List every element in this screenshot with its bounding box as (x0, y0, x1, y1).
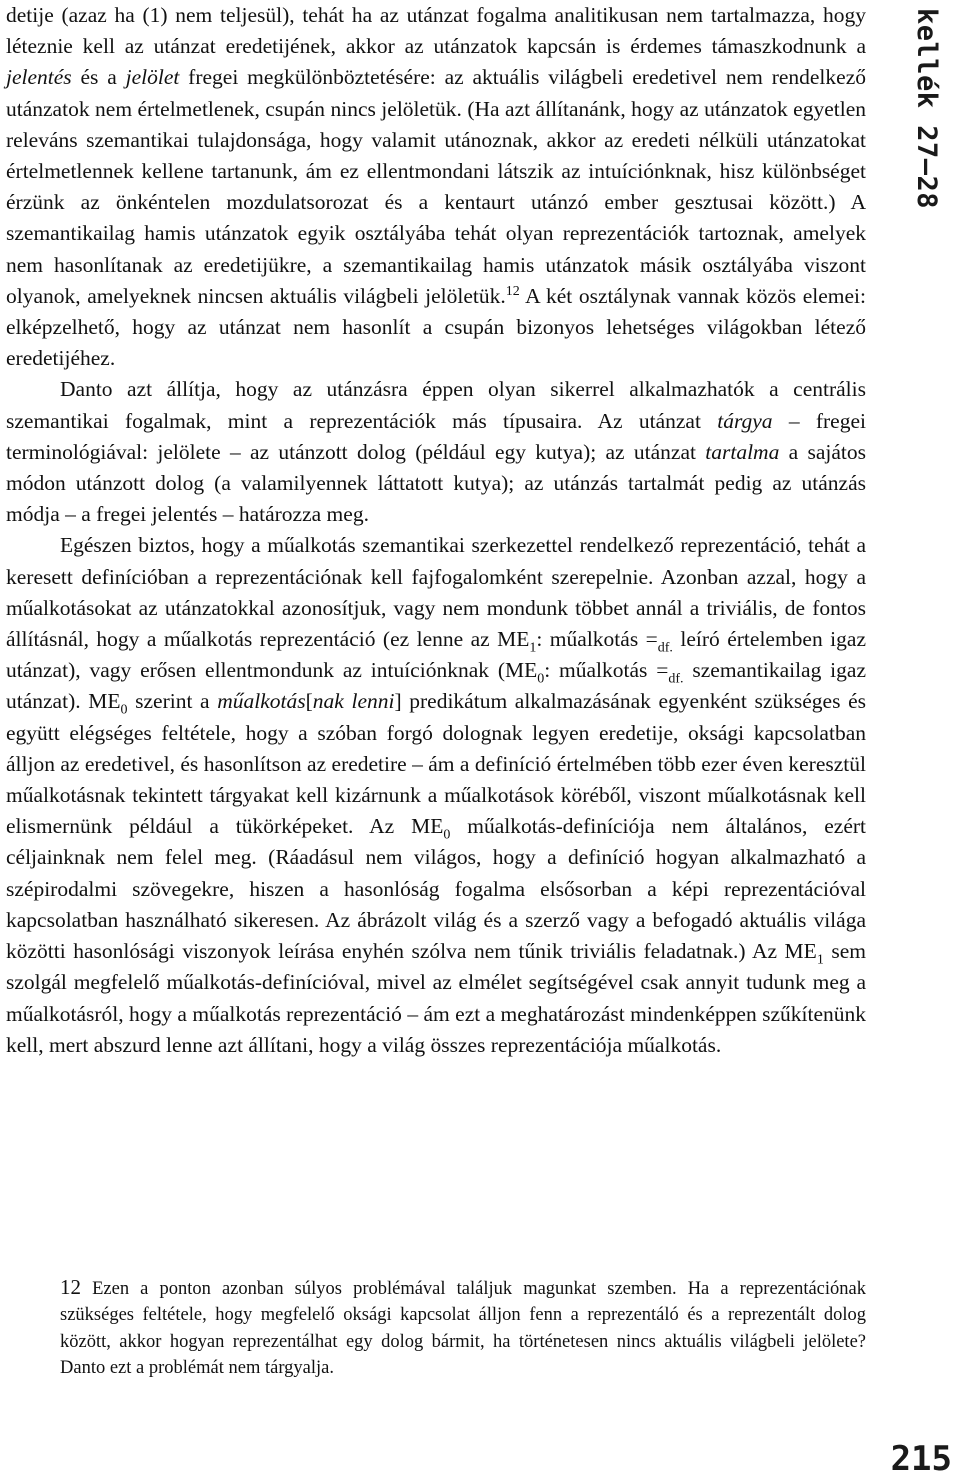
paragraph-1: detije (azaz ha (1) nem teljesül), tehát ha az utánzat fogalma analitikusan nem tartalmazza, hogy léteznie kell az utánzat eredetijének, akkor az utánzatok kapcsán is érdemes támaszkodnunk a jelentés és a jelölet fregei megkülönböztetésére: az aktuális világbeli eredetivel nem rendelkező utánzatok nem értelmetlenek, csupán nincs jelöletük. (Ha azt állítanánk, hogy az utánzatok egyetlen releváns szemantikai tulajdonsága, hogy valamit utánoznak, akkor az eredeti nélküli utánzatokat értelmetlennek kellene tartanunk, ám ez ellentmondani látszik az intuíciónknak, hisz különbséget érzünk az önkéntelen mozdulatsorozat és a kentaurt utánzó ember gesztusai között.) A szemantikailag hamis utánzatok egyik osztályába tehát olyan reprezentációk tartoznak, amelyek nem hasonlítanak az eredetijükre, a szemantikailag hamis utánzatok másik osztályába viszont olyanok, amelyeknek nincsen aktuális világbeli jelöletük.$^{12}$ A két osztálynak vannak közös elemei: elképzelhető, hogy az utánzat nem hasonlít a csupán bizonyos lehetséges világokban létező eredetijéhez. (6, 3, 866, 371)
page-number: 215 (890, 1439, 952, 1479)
footnote-text: Ezen a ponton azonban súlyos problémával találjuk magunkat szemben. Ha a reprezentációnak szükséges feltétele, hogy megfelelő oksági kapcsolat álljon fenn a reprezentáló és a reprezentált dolog között, akkor hogyan reprezentálhat egy dolog bármit, ha történetesen nincs aktuális világbeli jelölete? Danto ezt a problémát nem tárgyalja. (60, 1279, 866, 1379)
main-text (6, 0, 866, 1061)
term-mualkotas: műalkotás (217, 689, 306, 714)
paragraph-2: Danto azt állítja, hogy az utánzásra éppen olyan sikerrel alkalmazhatók a centrális szemantikai fogalmak, mint a reprezentációk más típusaira. Az utánzat tárgya – fregei terminológiával: jelölete – az utánzott dolog (például egy kutya); az utánzat tartalma a sajátos módon utánzott dolog (a valamilyennek láttatott kutya); az utánzás tartalmát pedig az utánzás módja – a fregei jelentés – határozza meg. (6, 377, 866, 527)
footnote-mark: 12 (60, 1275, 81, 1299)
paragraph-3: Egészen biztos, hogy a műalkotás szemantikai szerkezettel rendelkező reprezentáció, tehát a keresett definícióban a reprezentációnak kell fajfogalomként szerepelnie. Azonban azzal, hogy a műalkotásokat az utánzatokkal azonosítjuk, vagy nem mondunk többet annál a triviális, de fontos állításnál, hogy a műalkotás reprezentáció (ez lenne az $ME_1$: műalkotás $=_{df.}$ leíró értelemben igaz utánzat), vagy erősen ellentmondunk az intuíciónknak ($ME_0$: műalkotás $=_{df.}$ szemantikailag igaz utánzat). $ME_0$ szerint a műalkotás[nak lenni] predikátum alkalmazásának egyenként szükséges és együtt elégséges feltétele, hogy a szóban forgó dolognak legyen eredetije, oksági kapcsolatban álljon az eredetivel, és hasonlítson az eredetire – ám a definíció értelmében több ezer éven keresztül műalkotásnak tekintett tárgyakat kell kizárnunk a műalkotások köréből, viszont műalkotásnak kell elismernünk például a tükörképeket. Az $ME_0$ műalkotás-definíciója nem általános, ezért céljainknak nem felel meg. (Ráadásul nem világos, hogy a definíció hogyan alkalmazható a szépirodalmi szövegekre, hiszen a hasonlóság fogalma elsősorban a képi reprezentációval kapcsolatban használható sikeresen. Az ábrázolt világ és a szerző vagy a befogadó aktuális világa közötti hasonlósági viszonyok leírása enyhén szólva nem tűnik triviális feladatnak.) Az $ME_1$ sem szolgál megfelelő műalkotás-definícióval, mivel az elmélet segítségével csak annyit tudunk meg a műalkotásról, hogy a műalkotás reprezentáció – ám ezt a meghatározást mindenképpen szűkítenünk kell, mert abszurd lenne azt állítani, hogy a világ összes reprezentációja műalkotás. (6, 533, 866, 1057)
term-jelolet: jelölet (125, 65, 180, 90)
term-targya: tárgya (717, 408, 773, 433)
footnote-reference: 12 (505, 283, 520, 299)
footnote (60, 1274, 866, 1382)
term-nak-lenni: nak lenni (312, 689, 395, 714)
term-tartalma: tartalma (705, 439, 780, 464)
term-jelentes: jelentés (6, 65, 72, 90)
journal-side-label: kellék 27–28 (911, 8, 942, 210)
